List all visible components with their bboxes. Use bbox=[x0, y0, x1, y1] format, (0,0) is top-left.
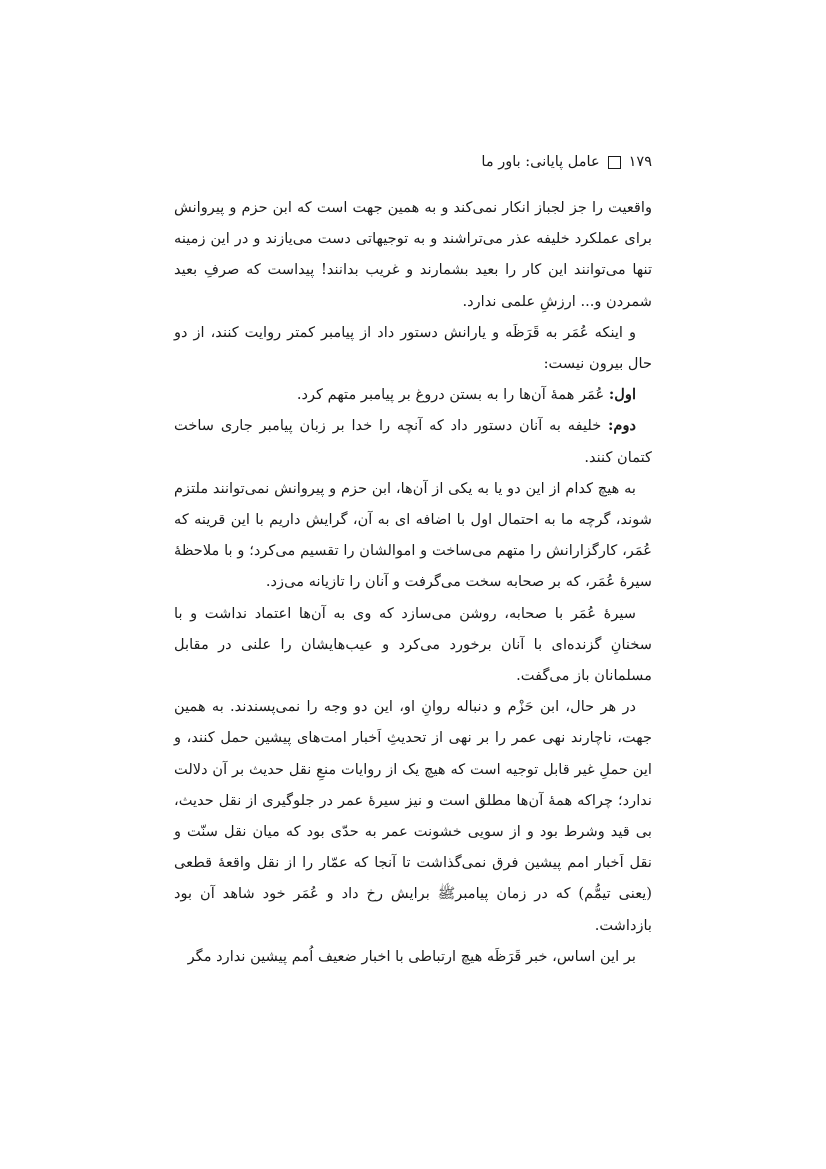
paragraph-7 bbox=[174, 691, 652, 941]
paragraph-5 bbox=[174, 473, 652, 598]
paragraph-1 bbox=[174, 192, 652, 317]
body-text bbox=[174, 192, 652, 972]
paragraph-4 bbox=[174, 410, 652, 472]
paragraph-6 bbox=[174, 598, 652, 692]
page-number: ۱۷۹ bbox=[628, 154, 652, 170]
paragraph-text: بر این اساس، خبر قَرَظَه هیچ ارتباطی با اخبار ضعیف اُمم پیشین ندارد مگر bbox=[187, 947, 636, 965]
paragraph-3 bbox=[174, 379, 652, 410]
paragraph-2 bbox=[174, 317, 652, 379]
paragraph-text: در هر حال، ابن حَزْم و دنباله روانِ او، این دو وجه را نمی‌پسندند. به همین جهت، ناچارند نهی عمر را بر نهی از تحدیثِ اَخبار امت‌های پیشین حمل کنند، و این حملِ غیر قابل توجیه است که هیچ یک از روایات منعِ نقل حدیث بر آن دلالت ندارد؛ چراکه همهٔ آن‌ها مطلق است و نیز سیرهٔ عمر در جلوگیری از نقل حدیث، بی قید وشرط بود و از سویی خشونت عمر به حدّی بود که میان نقل سنّت و نقل اَخبار امم پیشین فرق نمی‌گذاشت تا آنجا که عمّار را از نقل واقعهٔ قطعی (یعنی تیمُّم) که در زمان پیامبرﷺ برایش رخ داد و عُمَر خود شاهد آن بود بازداشت. bbox=[174, 698, 652, 934]
paragraph-text: عُمَر همهٔ آن‌ها را به بستن دروغ بر پیامبر متهم کرد. bbox=[296, 386, 609, 404]
paragraph-text: خلیفه به آنان دستور داد که آنچه را خدا بر زبان پیامبر جاری ساخت کتمان کنند. bbox=[174, 417, 652, 466]
header-title: عامل پایانی: باور ما bbox=[481, 154, 600, 170]
paragraph-text: سیرهٔ عُمَر با صحابه، روشن می‌سازد که وی به آن‌ها اعتماد نداشت و با سخنانِ گزنده‌ای با آنان برخورد می‌کرد و عیب‌هایشان را علنی در مقابل مسلمانان باز می‌گفت. bbox=[174, 604, 652, 685]
term-first: اول: bbox=[608, 386, 636, 404]
paragraph-text: به هیچ کدام از این دو یا به یکی از آن‌ها، ابن حزم و پیروانش نمی‌توانند ملتزم شوند، گرچه ما به احتمال اول با اضافه ای به آن، گرایش داریم با این قرینه که عُمَر، کارگزارانش را متهم می‌ساخت و اموالشان را تقسیم می‌کرد؛ و با ملاحظهٔ سیرهٔ عُمَر، که بر صحابه سخت می‌گرفت و آنان را تازیانه می‌زد. bbox=[174, 479, 652, 591]
paragraph-text: واقعیت را جز لجباز انکار نمی‌کند و به همین جهت است که ابن حزم و پیروانش برای عملکرد خلیفه عذر می‌تراشند و به توجیهاتی دست می‌یازند و در این زمینه تنها می‌توانند این کار را بعید بشمارند و غریب بدانند! پیداست که صرفِ بعید شمردن و... ارزشِ علمی ندارد. bbox=[174, 199, 652, 310]
square-ornament-icon bbox=[608, 156, 621, 169]
term-second: دوم: bbox=[608, 417, 636, 435]
book-page bbox=[174, 150, 652, 972]
paragraph-8 bbox=[174, 941, 652, 972]
paragraph-text: و اینکه عُمَر به قَرَظَه و یارانش دستور داد از پیامبر کمتر روایت کنند، از دو حال بیرون نیست: bbox=[174, 323, 652, 373]
running-head bbox=[174, 150, 652, 174]
